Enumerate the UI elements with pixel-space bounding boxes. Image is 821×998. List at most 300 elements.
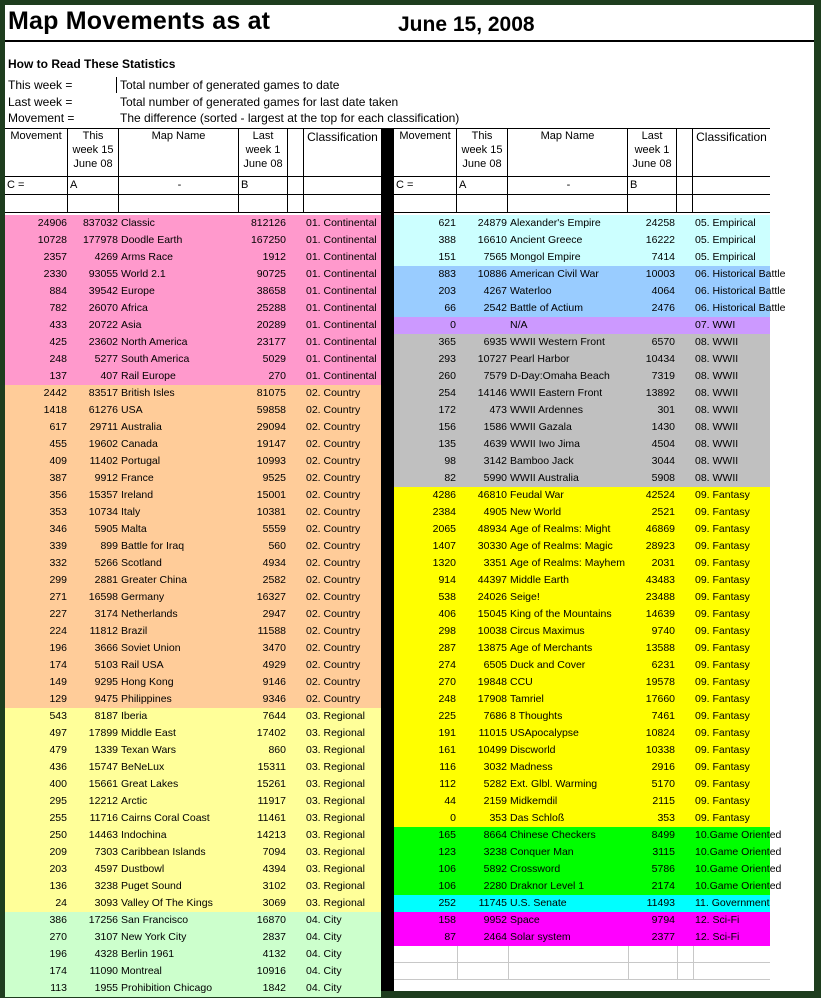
cell-classification: 02. Country xyxy=(306,489,361,501)
cell-classification: 08. WWII xyxy=(695,404,739,416)
cell-this-week: 9475 xyxy=(94,693,118,705)
cell-map-name: Ireland xyxy=(121,489,154,501)
cell-movement: 497 xyxy=(49,727,67,739)
key-this-week: A xyxy=(457,177,508,194)
cell-last-week: 29094 xyxy=(256,421,286,433)
table-left xyxy=(5,128,381,994)
cell-last-week: 14213 xyxy=(256,829,286,841)
cell-classification: 09. Fantasy xyxy=(695,744,750,756)
cell-movement: 2330 xyxy=(43,268,67,280)
cell-movement: 2384 xyxy=(432,506,456,518)
blank-cell xyxy=(457,195,508,212)
cell-this-week: 11716 xyxy=(89,812,118,824)
table-row xyxy=(5,215,381,232)
cell-map-name: Puget Sound xyxy=(121,880,182,892)
cell-map-name: Dustbowl xyxy=(121,863,165,875)
cell-this-week: 2542 xyxy=(483,302,507,314)
cell-classification: 02. Country xyxy=(306,455,361,467)
cell-this-week: 3093 xyxy=(94,897,118,909)
table-row xyxy=(394,470,770,487)
legend-value-this-week: Total number of generated games to date xyxy=(120,78,340,92)
cell-map-name: British Isles xyxy=(121,387,175,399)
table-row xyxy=(394,674,770,691)
cell-map-name: WWII Iwo Jima xyxy=(510,438,580,450)
cell-this-week: 9295 xyxy=(94,676,118,688)
cell-map-name: Berlin 1961 xyxy=(121,948,175,960)
cell-this-week: 19848 xyxy=(477,676,507,688)
table-row xyxy=(394,895,770,912)
cell-map-name: Age of Realms: Magic xyxy=(510,540,613,552)
cell-this-week: 10734 xyxy=(88,506,118,518)
cell-last-week: 15001 xyxy=(256,489,286,501)
cell-last-week: 1842 xyxy=(262,982,286,994)
cell-movement: 106 xyxy=(438,863,456,875)
cell-map-name: Cairns Coral Coast xyxy=(121,812,210,824)
cell-classification: 02. Country xyxy=(306,676,361,688)
cell-classification: 03. Regional xyxy=(306,710,365,722)
blank-cell xyxy=(628,195,677,212)
cell-classification: 02. Country xyxy=(306,506,361,518)
key-movement: C = xyxy=(5,177,68,194)
table-row xyxy=(394,861,782,878)
cell-this-week: 8187 xyxy=(94,710,118,722)
table-row xyxy=(5,402,381,419)
cell-classification: 03. Regional xyxy=(306,727,365,739)
key-row xyxy=(5,177,381,194)
cell-this-week: 5282 xyxy=(483,778,507,790)
cell-this-week: 19602 xyxy=(88,438,118,450)
cell-map-name: Crossword xyxy=(510,863,561,875)
grid-line xyxy=(677,963,678,980)
empty-row xyxy=(394,946,770,963)
cell-this-week: 46810 xyxy=(477,489,507,501)
cell-this-week: 11090 xyxy=(89,965,118,977)
cell-last-week: 6570 xyxy=(651,336,675,348)
cell-classification: 03. Regional xyxy=(306,778,365,790)
header-this-week: This week 15 June 08 xyxy=(68,128,119,176)
grid-line xyxy=(628,963,629,980)
key-map-name: - xyxy=(508,177,628,194)
cell-map-name: Europe xyxy=(121,285,155,297)
table-row xyxy=(394,385,770,402)
legend-value-movement: The difference (sorted - largest at the top for each classification) xyxy=(120,111,460,125)
cell-movement: 433 xyxy=(49,319,67,331)
table-right xyxy=(394,128,786,991)
grid-line xyxy=(457,963,458,980)
cell-map-name: D-Day:Omaha Beach xyxy=(510,370,610,382)
cell-movement: 254 xyxy=(438,387,456,399)
cell-classification: 02. Country xyxy=(306,472,361,484)
table-row xyxy=(5,334,381,351)
cell-map-name: Arms Race xyxy=(121,251,173,263)
cell-map-name: Malta xyxy=(121,523,147,535)
cell-classification: 02. Country xyxy=(306,642,361,654)
cell-classification: 06. Historical Battle xyxy=(695,268,786,280)
cell-movement: 387 xyxy=(49,472,67,484)
cell-last-week: 23177 xyxy=(256,336,286,348)
cell-this-week: 3174 xyxy=(94,608,118,620)
cell-classification: 09. Fantasy xyxy=(695,523,750,535)
cell-movement: 87 xyxy=(444,931,456,943)
cell-classification: 01. Continental xyxy=(306,268,377,280)
cell-last-week: 11493 xyxy=(646,897,675,909)
table-row xyxy=(394,249,770,266)
table-body xyxy=(5,215,381,997)
table-row xyxy=(5,827,381,844)
cell-map-name: Classic xyxy=(121,217,155,229)
table-row xyxy=(394,810,770,827)
cell-movement: 4286 xyxy=(432,489,456,501)
blank-cell xyxy=(288,195,304,212)
cell-last-week: 2521 xyxy=(651,506,675,518)
cell-movement: 123 xyxy=(438,846,456,858)
cell-this-week: 2464 xyxy=(483,931,507,943)
cell-this-week: 10886 xyxy=(477,268,507,280)
cell-map-name: King of the Mountains xyxy=(510,608,612,620)
table-row xyxy=(5,317,381,334)
table-row xyxy=(5,538,381,555)
cell-classification: 03. Regional xyxy=(306,795,365,807)
table-row xyxy=(5,606,381,623)
cell-movement: 174 xyxy=(49,659,67,671)
cell-movement: 116 xyxy=(439,761,456,773)
cell-movement: 346 xyxy=(49,523,67,535)
cell-map-name: Greater China xyxy=(121,574,187,586)
table-row xyxy=(394,708,770,725)
cell-movement: 353 xyxy=(49,506,67,518)
cell-movement: 174 xyxy=(49,965,67,977)
cell-movement: 165 xyxy=(438,829,456,841)
cell-this-week: 24879 xyxy=(477,217,507,229)
grid-line xyxy=(457,946,458,963)
cell-map-name: Age of Realms: Mayhem xyxy=(510,557,625,569)
cell-last-week: 1912 xyxy=(262,251,286,263)
cell-movement: 149 xyxy=(49,676,67,688)
cell-last-week: 167250 xyxy=(250,234,286,246)
table-row xyxy=(5,266,381,283)
table-row xyxy=(394,725,770,742)
legend-key-movement: Movement = xyxy=(8,111,75,125)
blank-row-border xyxy=(394,212,770,213)
cell-this-week: 7565 xyxy=(483,251,507,263)
cell-map-name: Rail Europe xyxy=(121,370,176,382)
table-row xyxy=(394,368,770,385)
cell-map-name: France xyxy=(121,472,154,484)
cell-last-week: 9525 xyxy=(262,472,286,484)
cell-classification: 06. Historical Battle xyxy=(695,302,786,314)
grid-line xyxy=(677,946,678,963)
cell-this-week: 83517 xyxy=(88,387,118,399)
cell-movement: 299 xyxy=(49,574,67,586)
cell-map-name: Scotland xyxy=(121,557,162,569)
cell-last-week: 5786 xyxy=(651,863,675,875)
cell-map-name: Iberia xyxy=(121,710,148,722)
table-row xyxy=(394,334,770,351)
cell-map-name: Asia xyxy=(121,319,142,331)
cell-this-week: 1339 xyxy=(94,744,118,756)
cell-movement: 365 xyxy=(438,336,456,348)
cell-classification: 04. City xyxy=(306,931,342,943)
cell-map-name: New York City xyxy=(121,931,187,943)
cell-classification: 03. Regional xyxy=(306,829,365,841)
header-classification: Classification xyxy=(696,130,767,144)
cell-movement: 10728 xyxy=(37,234,67,246)
cell-this-week: 11015 xyxy=(478,727,507,739)
table-row xyxy=(5,640,381,657)
cell-movement: 24 xyxy=(55,897,67,909)
cell-movement: 106 xyxy=(438,880,456,892)
cell-movement: 161 xyxy=(438,744,456,756)
cell-map-name: Great Lakes xyxy=(121,778,179,790)
cell-movement: 356 xyxy=(49,489,67,501)
blank-cell xyxy=(5,195,68,212)
table-row xyxy=(5,487,381,504)
cell-last-week: 20289 xyxy=(256,319,286,331)
cell-classification: 04. City xyxy=(306,982,342,994)
cell-this-week: 407 xyxy=(100,370,118,382)
cell-movement: 209 xyxy=(49,846,67,858)
cell-this-week: 61276 xyxy=(88,404,118,416)
header-classification: Classification xyxy=(307,130,378,144)
cell-classification: 03. Regional xyxy=(306,846,365,858)
cell-movement: 270 xyxy=(49,931,67,943)
cell-map-name: Solar system xyxy=(510,931,571,943)
cell-this-week: 15747 xyxy=(88,761,118,773)
cell-classification: 02. Country xyxy=(306,557,361,569)
header-movement: Movement xyxy=(394,128,457,176)
cell-last-week: 42524 xyxy=(645,489,675,501)
header-this-week: This week 15 June 08 xyxy=(457,128,508,176)
cell-last-week: 2377 xyxy=(651,931,675,943)
cell-classification: 01. Continental xyxy=(306,285,377,297)
cell-map-name: WWII Ardennes xyxy=(510,404,583,416)
table-row xyxy=(394,572,770,589)
cell-last-week: 19147 xyxy=(256,438,286,450)
cell-map-name: Space xyxy=(510,914,540,926)
cell-movement: 914 xyxy=(438,574,456,586)
cell-this-week: 14463 xyxy=(88,829,118,841)
cell-classification: 09. Fantasy xyxy=(695,540,750,552)
cell-this-week: 5905 xyxy=(94,523,118,535)
grid-line xyxy=(693,946,694,963)
cell-movement: 2442 xyxy=(43,387,67,399)
cell-last-week: 2916 xyxy=(651,761,675,773)
table-row xyxy=(5,674,381,691)
cell-movement: 436 xyxy=(49,761,67,773)
cell-last-week: 38658 xyxy=(256,285,286,297)
cell-last-week: 301 xyxy=(657,404,675,416)
cell-movement: 248 xyxy=(49,353,67,365)
cell-movement: 129 xyxy=(49,693,67,705)
cell-classification: 02. Country xyxy=(306,574,361,586)
cell-movement: 156 xyxy=(438,421,456,433)
cell-map-name: Battle of Actium xyxy=(510,302,583,314)
table-row xyxy=(5,555,381,572)
cell-this-week: 44397 xyxy=(477,574,507,586)
cell-movement: 455 xyxy=(49,438,67,450)
cell-last-week: 7094 xyxy=(262,846,286,858)
cell-classification: 01. Continental xyxy=(306,319,377,331)
cell-movement: 782 xyxy=(49,302,67,314)
cell-last-week: 2031 xyxy=(651,557,675,569)
cell-this-week: 6935 xyxy=(483,336,507,348)
spreadsheet xyxy=(5,5,814,994)
cell-movement: 250 xyxy=(49,829,67,841)
cell-last-week: 4934 xyxy=(262,557,286,569)
table-row xyxy=(394,912,770,929)
cell-last-week: 10003 xyxy=(645,268,675,280)
cell-cursor xyxy=(116,77,117,93)
blank-cell xyxy=(394,195,457,212)
cell-last-week: 4394 xyxy=(262,863,286,875)
cell-this-week: 3351 xyxy=(483,557,507,569)
cell-map-name: Canada xyxy=(121,438,158,450)
cell-this-week: 2881 xyxy=(94,574,118,586)
blank-row-border xyxy=(5,212,381,213)
cell-classification: 03. Regional xyxy=(306,744,365,756)
key-this-week: A xyxy=(68,177,119,194)
blank-cell xyxy=(677,195,693,212)
cell-this-week: 8664 xyxy=(483,829,507,841)
cell-map-name: Tamriel xyxy=(510,693,544,705)
cell-movement: 255 xyxy=(49,812,67,824)
cell-map-name: Australia xyxy=(121,421,162,433)
cell-movement: 2065 xyxy=(432,523,456,535)
cell-map-name: Ext. Glbl. Warming xyxy=(510,778,598,790)
table-row xyxy=(5,708,381,725)
cell-last-week: 11917 xyxy=(257,795,286,807)
table-row xyxy=(5,249,381,266)
cell-map-name: Duck and Cover xyxy=(510,659,586,671)
table-row xyxy=(394,351,770,368)
blank-cell xyxy=(239,195,288,212)
cell-classification: 03. Regional xyxy=(306,880,365,892)
cell-this-week: 26070 xyxy=(88,302,118,314)
legend-heading: How to Read These Statistics xyxy=(8,57,176,71)
cell-classification: 09. Fantasy xyxy=(695,659,750,671)
table-row xyxy=(394,266,786,283)
table-row xyxy=(394,402,770,419)
header-map-name: Map Name xyxy=(119,128,239,176)
cell-map-name: Bamboo Jack xyxy=(510,455,574,467)
cell-classification: 08. WWII xyxy=(695,472,739,484)
cell-movement: 287 xyxy=(438,642,456,654)
table-header xyxy=(5,128,381,176)
table-row xyxy=(394,776,770,793)
cell-last-week: 90725 xyxy=(256,268,286,280)
cell-this-week: 11745 xyxy=(478,897,507,909)
cell-classification: 09. Fantasy xyxy=(695,778,750,790)
cell-last-week: 17660 xyxy=(645,693,675,705)
title-divider xyxy=(5,40,814,42)
cell-this-week: 9952 xyxy=(483,914,507,926)
cell-classification: 09. Fantasy xyxy=(695,591,750,603)
cell-movement: 1407 xyxy=(432,540,456,552)
cell-map-name: New World xyxy=(510,506,562,518)
cell-movement: 884 xyxy=(49,285,67,297)
cell-map-name: Madness xyxy=(510,761,553,773)
cell-last-week: 4132 xyxy=(262,948,286,960)
cell-last-week: 8499 xyxy=(651,829,675,841)
cell-map-name: Midkemdil xyxy=(510,795,558,807)
cell-map-name: Mongol Empire xyxy=(510,251,581,263)
cell-classification: 10.Game Oriented xyxy=(695,863,782,875)
cell-movement: 136 xyxy=(49,880,67,892)
cell-classification: 02. Country xyxy=(306,404,361,416)
cell-classification: 09. Fantasy xyxy=(695,812,750,824)
cell-this-week: 30330 xyxy=(477,540,507,552)
cell-classification: 05. Empirical xyxy=(695,217,756,229)
cell-map-name: Soviet Union xyxy=(121,642,181,654)
table-row xyxy=(5,436,381,453)
cell-last-week: 43483 xyxy=(645,574,675,586)
table-row xyxy=(5,351,381,368)
cell-last-week: 10381 xyxy=(256,506,286,518)
cell-movement: 248 xyxy=(438,693,456,705)
table-row xyxy=(394,793,770,810)
cell-this-week: 23602 xyxy=(88,336,118,348)
blank-row xyxy=(394,195,770,212)
cell-map-name: World 2.1 xyxy=(121,268,166,280)
cell-last-week: 25288 xyxy=(256,302,286,314)
cell-classification: 09. Fantasy xyxy=(695,676,750,688)
cell-classification: 02. Country xyxy=(306,540,361,552)
cell-this-week: 353 xyxy=(489,812,507,824)
cell-map-name: USApocalypse xyxy=(510,727,579,739)
cell-last-week: 3470 xyxy=(262,642,286,654)
cell-map-name: WWII Eastern Front xyxy=(510,387,603,399)
cell-classification: 08. WWII xyxy=(695,421,739,433)
cell-last-week: 3069 xyxy=(262,897,286,909)
cell-movement: 112 xyxy=(439,778,456,790)
cell-classification: 01. Continental xyxy=(306,353,377,365)
cell-classification: 03. Regional xyxy=(306,897,365,909)
cell-last-week: 15311 xyxy=(257,761,286,773)
cell-this-week: 15045 xyxy=(477,608,507,620)
cell-this-week: 15661 xyxy=(88,778,118,790)
cell-this-week: 11402 xyxy=(89,455,118,467)
cell-movement: 339 xyxy=(49,540,67,552)
cell-movement: 227 xyxy=(49,608,67,620)
table-row xyxy=(394,623,770,640)
cell-movement: 543 xyxy=(49,710,67,722)
cell-this-week: 3666 xyxy=(94,642,118,654)
legend-key-last-week: Last week = xyxy=(8,95,73,109)
cell-this-week: 4597 xyxy=(94,863,118,875)
cell-this-week: 473 xyxy=(489,404,507,416)
page-title: Map Movements as at xyxy=(8,7,271,35)
table-row xyxy=(394,436,770,453)
cell-classification: 12. Sci-Fi xyxy=(695,914,740,926)
header-last-week: Last week 1 June 08 xyxy=(628,128,677,176)
cell-this-week: 5277 xyxy=(94,353,118,365)
cell-last-week: 5029 xyxy=(262,353,286,365)
cell-last-week: 353 xyxy=(657,812,675,824)
cell-last-week: 4504 xyxy=(651,438,675,450)
cell-classification: 09. Fantasy xyxy=(695,557,750,569)
cell-this-week: 16598 xyxy=(88,591,118,603)
table-row xyxy=(394,300,786,317)
cell-map-name: Arctic xyxy=(121,795,148,807)
table-row xyxy=(5,759,381,776)
cell-this-week: 10038 xyxy=(477,625,507,637)
cell-last-week: 24258 xyxy=(645,217,675,229)
cell-map-name: WWII Australia xyxy=(510,472,579,484)
cell-this-week: 3238 xyxy=(94,880,118,892)
cell-map-name: Conquer Man xyxy=(510,846,574,858)
cell-map-name: Doodle Earth xyxy=(121,234,183,246)
cell-last-week: 16870 xyxy=(256,914,286,926)
